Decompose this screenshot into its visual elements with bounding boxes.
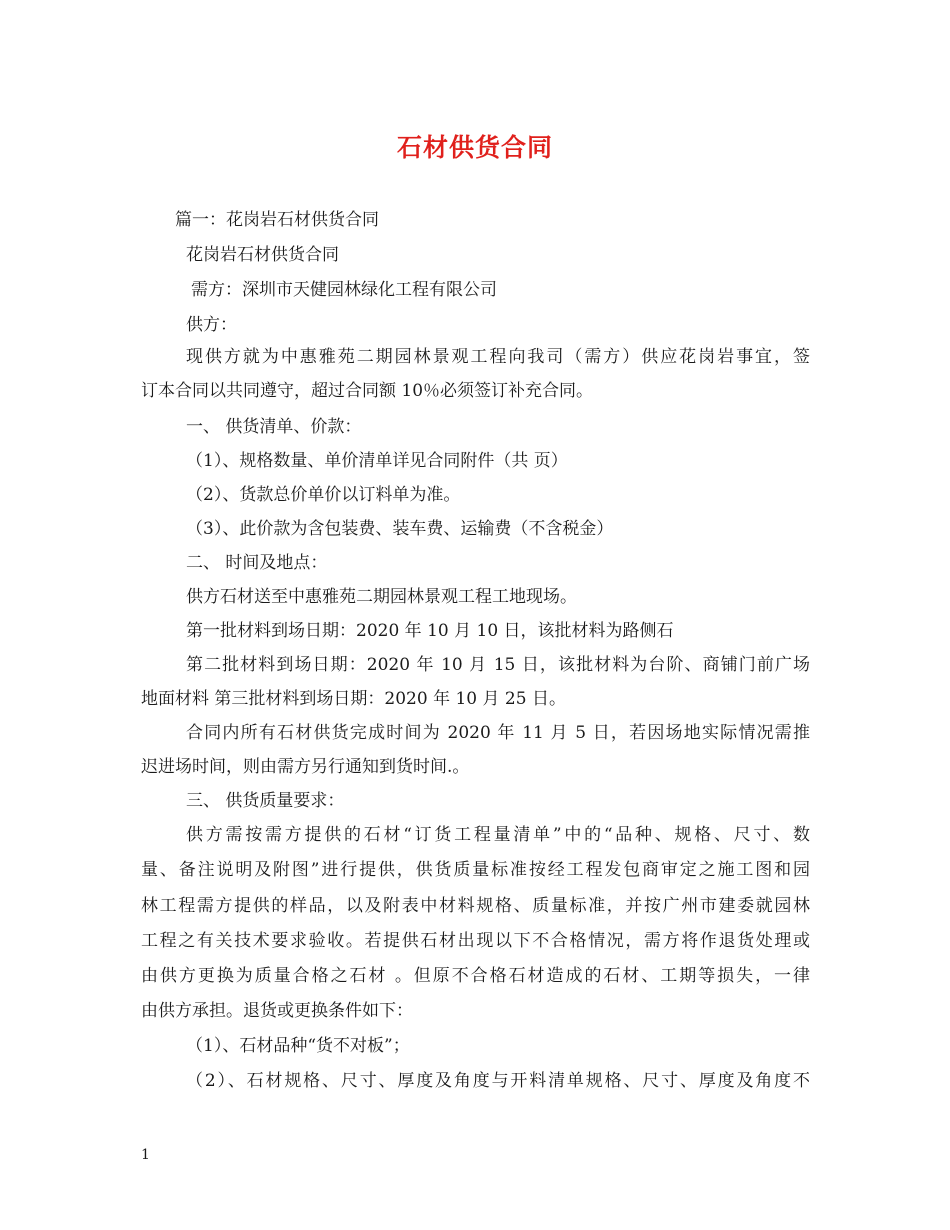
list-item: （3）、此价款为含包装费、装车费、运输费（不含税金） (186, 519, 614, 539)
supplier-line: 供方： (186, 315, 237, 335)
section-heading-one: 一、 供货清单、价款： (186, 417, 362, 437)
paragraph-line: 工程之有关技术要求验收。若提供石材出现以下不合格情况，需方将作退货处理或 (141, 931, 810, 951)
paragraph-line: 林工程需方提供的样品，以及附表中材料规格、质量标准，并按广州市建委就园林 (141, 896, 810, 916)
paragraph-line: 现供方就为中惠雅苑二期园林景观工程向我司（需方）供应花岗岩事宜，签 (186, 347, 810, 367)
paragraph-line: 供方石材送至中惠雅苑二期园林景观工程工地现场。 (186, 587, 577, 607)
paragraph-line: 量、备注说明及附图”进行提供，供货质量标准按经工程发包商审定之施工图和园 (141, 860, 810, 880)
paragraph-line: 第二批材料到场日期：2020 年 10 月 15 日，该批材料为台阶、商铺门前广场 (186, 655, 810, 675)
list-item: （1）、石材品种“货不对板”； (186, 1036, 410, 1056)
list-item: （2）、石材规格、尺寸、厚度及角度与开料清单规格、尺寸、厚度及角度不 (186, 1071, 810, 1091)
contract-subtitle: 花岗岩石材供货合同 (186, 245, 339, 265)
paragraph-line: 由供方更换为质量合格之石材 。但原不合格石材造成的石材、工期等损失，一律 (141, 966, 810, 986)
section-heading-three: 三、 供货质量要求： (186, 791, 345, 811)
paragraph-line: 迟进场时间，则由需方另行通知到货时间.。 (141, 757, 470, 777)
section-heading-part-one: 篇一：花岗岩石材供货合同 (175, 210, 379, 230)
paragraph-line: 地面材料 第三批材料到场日期：2020 年 10 月 25 日。 (141, 689, 566, 709)
buyer-line: 需方：深圳市天健园林绿化工程有限公司 (191, 280, 497, 300)
list-item: （1）、规格数量、单价清单详见合同附件（共 页） (186, 451, 568, 471)
paragraph-line: 供方需按需方提供的石材“订货工程量清单”中的“品种、规格、尺寸、数 (186, 825, 810, 845)
paragraph-line: 由供方承担。退货或更换条件如下： (141, 1001, 413, 1021)
list-item: （2）、货款总价单价以订料单为准。 (186, 485, 461, 505)
document-title: 石材供货合同 (396, 133, 553, 162)
paragraph-line: 合同内所有石材供货完成时间为 2020 年 11 月 5 日，若因场地实际情况需推 (186, 723, 810, 743)
section-heading-two: 二、 时间及地点： (186, 553, 328, 573)
paragraph-line: 第一批材料到场日期：2020 年 10 月 10 日，该批材料为路侧石 (186, 621, 674, 641)
paragraph-line: 订本合同以共同遵守，超过合同额 10％必须签订补充合同。 (141, 381, 594, 401)
page-number: 1 (141, 1147, 150, 1163)
